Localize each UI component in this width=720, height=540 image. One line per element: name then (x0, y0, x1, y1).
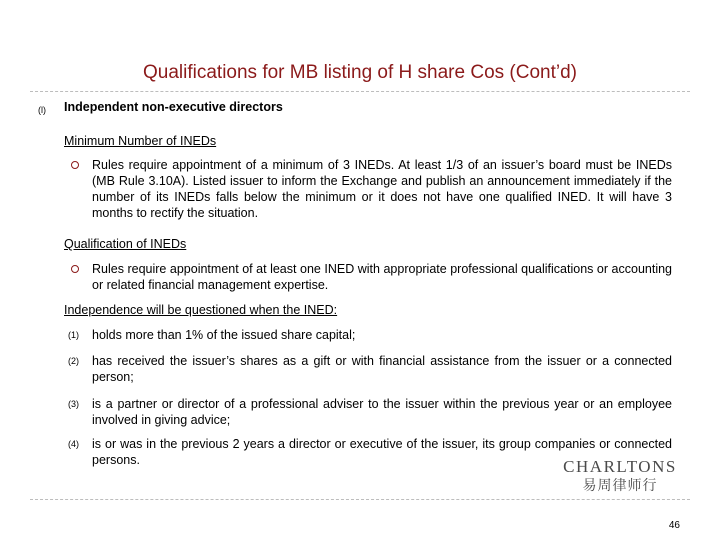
list-item-text: has received the issuer’s shares as a gift or with financial assistance from the issuer or a connected person; (92, 354, 672, 384)
min-ineds-text: Rules require appointment of a minimum of 3 INEDs. At least 1/3 of an issuer’s board must be INEDs (MB Rule 3.10A). Listed issuer to inform the Exchange and publish an announcement immediately if the number of its INEDs falls below the minimum or it does not have one qualified INED. It will have 3 months to rectify the situation. (92, 158, 672, 220)
top-divider (30, 91, 690, 92)
bullet-icon (71, 265, 79, 273)
list-item-number: (1) (68, 330, 79, 340)
charltons-logo (560, 457, 680, 495)
page-number: 46 (668, 520, 680, 531)
independence-heading: Independence will be questioned when the INED: (64, 303, 338, 317)
section-heading: Independent non-executive directors (64, 100, 283, 114)
bottom-divider (30, 499, 690, 500)
slide-title: Qualifications for MB listing of H share Cos (Cont’d) (143, 62, 577, 83)
min-ineds-heading: Minimum Number of INEDs (64, 134, 217, 148)
logo-chinese: 易周律师行 (582, 478, 658, 494)
bullet-icon (71, 161, 79, 169)
list-item-text: holds more than 1% of the issued share capital; (92, 328, 356, 342)
list-item-number: (3) (68, 399, 79, 409)
list-item-number: (2) (68, 356, 79, 366)
logo-english: CHARLTONS (563, 457, 677, 476)
qualification-text: Rules require appointment of at least one INED with appropriate professional qualifications or accounting or related financial management expertise. (92, 262, 672, 292)
qualification-heading: Qualification of INEDs (64, 237, 187, 251)
section-marker: (l) (38, 105, 46, 115)
list-item-number: (4) (68, 439, 79, 449)
list-item-text: is or was in the previous 2 years a director or executive of the issuer, its group companies or connected persons. (92, 437, 672, 467)
list-item-text: is a partner or director of a professional adviser to the issuer within the previous year or an employee involved in giving advice; (92, 397, 672, 427)
